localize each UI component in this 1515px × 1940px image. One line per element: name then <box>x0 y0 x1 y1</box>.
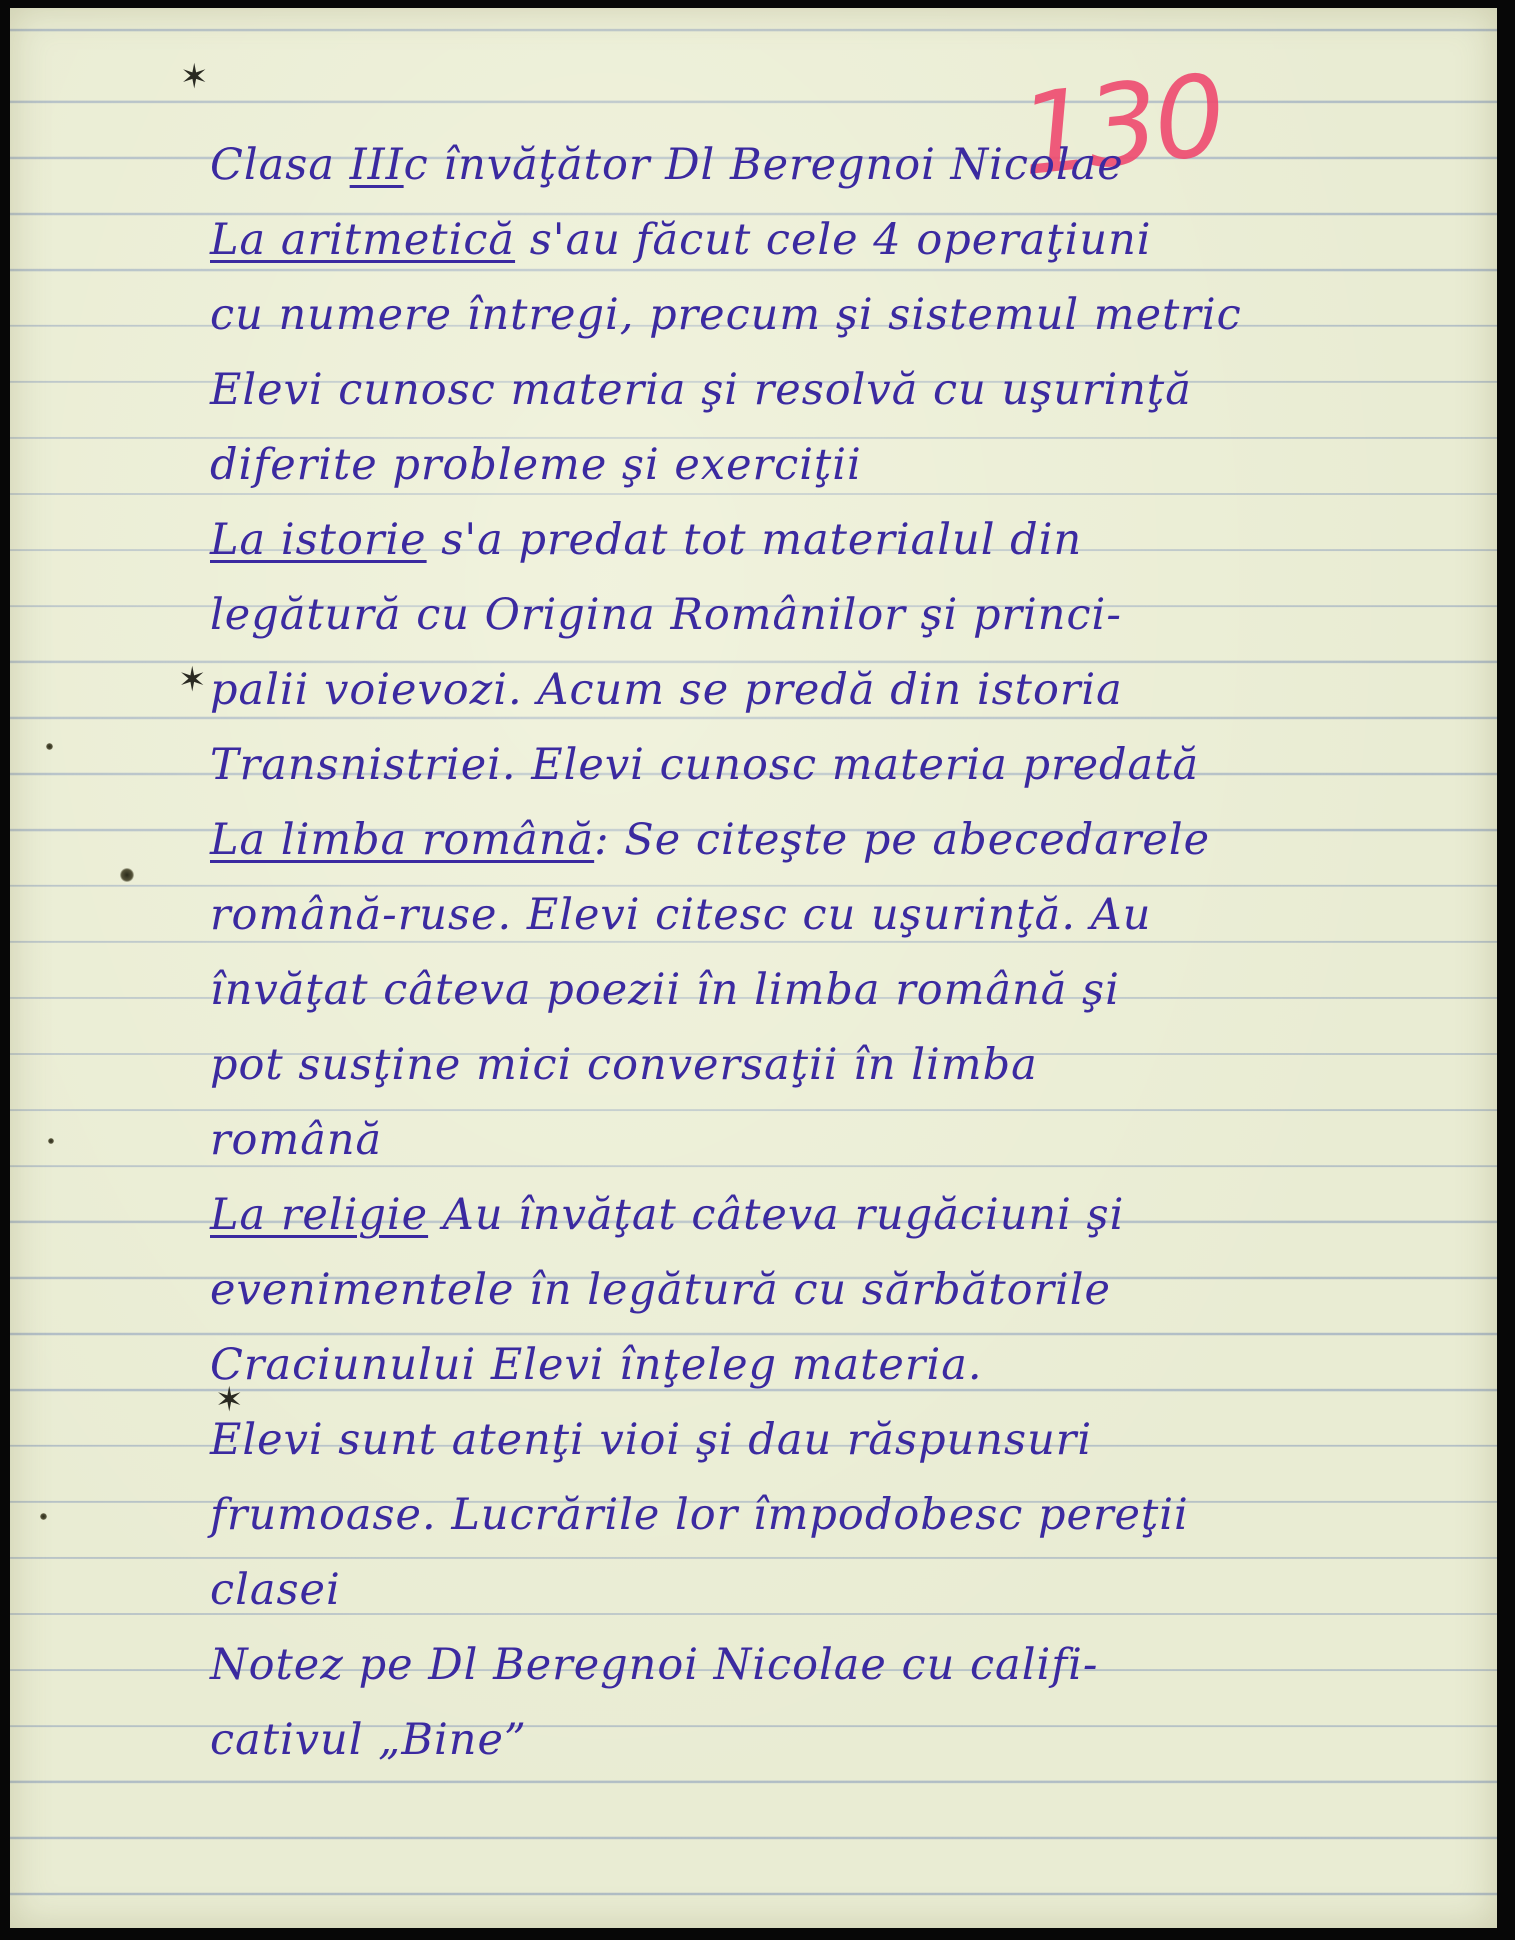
text-line <box>210 1328 1480 1403</box>
text-fragment: c învăţător Dl Beregnoi Nicolae <box>403 140 1124 190</box>
text-fragment: Clasa <box>210 140 350 190</box>
text-fragment: clasei <box>210 1565 341 1615</box>
underlined-heading: La istorie <box>210 515 427 565</box>
text-line <box>210 353 1480 428</box>
text-line <box>210 1178 1480 1253</box>
text-line <box>210 653 1480 728</box>
text-line <box>210 1478 1480 1553</box>
text-line <box>210 728 1480 803</box>
text-fragment: Craciunului Elevi înţeleg materia. <box>210 1340 983 1390</box>
text-line <box>210 1628 1480 1703</box>
text-line <box>210 1028 1480 1103</box>
underlined-heading: La religie <box>210 1190 429 1240</box>
text-line <box>210 1703 1480 1778</box>
text-fragment: pot susţine mici conversaţii în limba <box>210 1040 1038 1090</box>
punch-mark: ✶ <box>178 660 207 700</box>
punch-mark: ✶ <box>180 57 209 97</box>
text-line <box>210 803 1480 878</box>
text-fragment: Au învăţat câteva rugăciuni şi <box>428 1190 1125 1240</box>
punch-hole <box>48 1138 54 1144</box>
text-fragment: frumoase. Lucrările lor împodobesc pereţii <box>210 1490 1189 1540</box>
text-line <box>210 203 1480 278</box>
text-fragment: : Se citeşte pe abecedarele <box>594 815 1211 865</box>
text-line <box>210 953 1480 1028</box>
text-fragment: Elevi sunt atenţi vioi şi dau răspunsuri <box>210 1415 1093 1465</box>
underlined-heading: La limba română <box>210 815 595 865</box>
text-line <box>210 1553 1480 1628</box>
text-fragment: diferite probleme şi exerciţii <box>210 440 862 490</box>
punch-hole <box>120 868 134 882</box>
text-fragment: română <box>210 1115 383 1165</box>
punch-mark: ✶ <box>215 1380 244 1420</box>
text-fragment: învăţat câteva poezii în limba română şi <box>210 965 1120 1015</box>
text-fragment: legătură cu Origina Românilor şi princi- <box>210 590 1122 640</box>
text-line <box>210 428 1480 503</box>
text-fragment: palii voievozi. Acum se predă din istoria <box>210 665 1123 715</box>
text-line <box>210 578 1480 653</box>
text-line <box>210 1103 1480 1178</box>
text-fragment: s'au făcut cele 4 operaţiuni <box>515 215 1152 265</box>
punch-hole <box>40 1513 47 1520</box>
text-line <box>210 503 1480 578</box>
underlined-heading: La aritmetică <box>210 215 516 265</box>
text-line <box>210 1253 1480 1328</box>
text-fragment: cativul „Bine” <box>210 1715 527 1765</box>
punch-hole <box>46 743 53 750</box>
handwritten-text <box>210 128 1480 1778</box>
text-line <box>210 128 1480 203</box>
underlined-heading: III <box>349 140 404 190</box>
document-page <box>10 8 1497 1928</box>
text-line <box>210 1403 1480 1478</box>
text-fragment: evenimentele în legătură cu sărbătorile <box>210 1265 1111 1315</box>
page-number: 130 <box>1013 50 1229 202</box>
text-fragment: cu numere întregi, precum şi sistemul metric <box>210 290 1242 340</box>
text-fragment: Notez pe Dl Beregnoi Nicolae cu califi- <box>210 1640 1099 1690</box>
text-fragment: s'a predat tot materialul din <box>426 515 1083 565</box>
text-line <box>210 278 1480 353</box>
text-fragment: română-ruse. Elevi citesc cu uşurinţă. Au <box>210 890 1152 940</box>
text-line <box>210 878 1480 953</box>
text-fragment: Transnistriei. Elevi cunosc materia predată <box>210 740 1200 790</box>
text-fragment: Elevi cunosc materia şi resolvă cu uşurinţă <box>210 365 1192 415</box>
